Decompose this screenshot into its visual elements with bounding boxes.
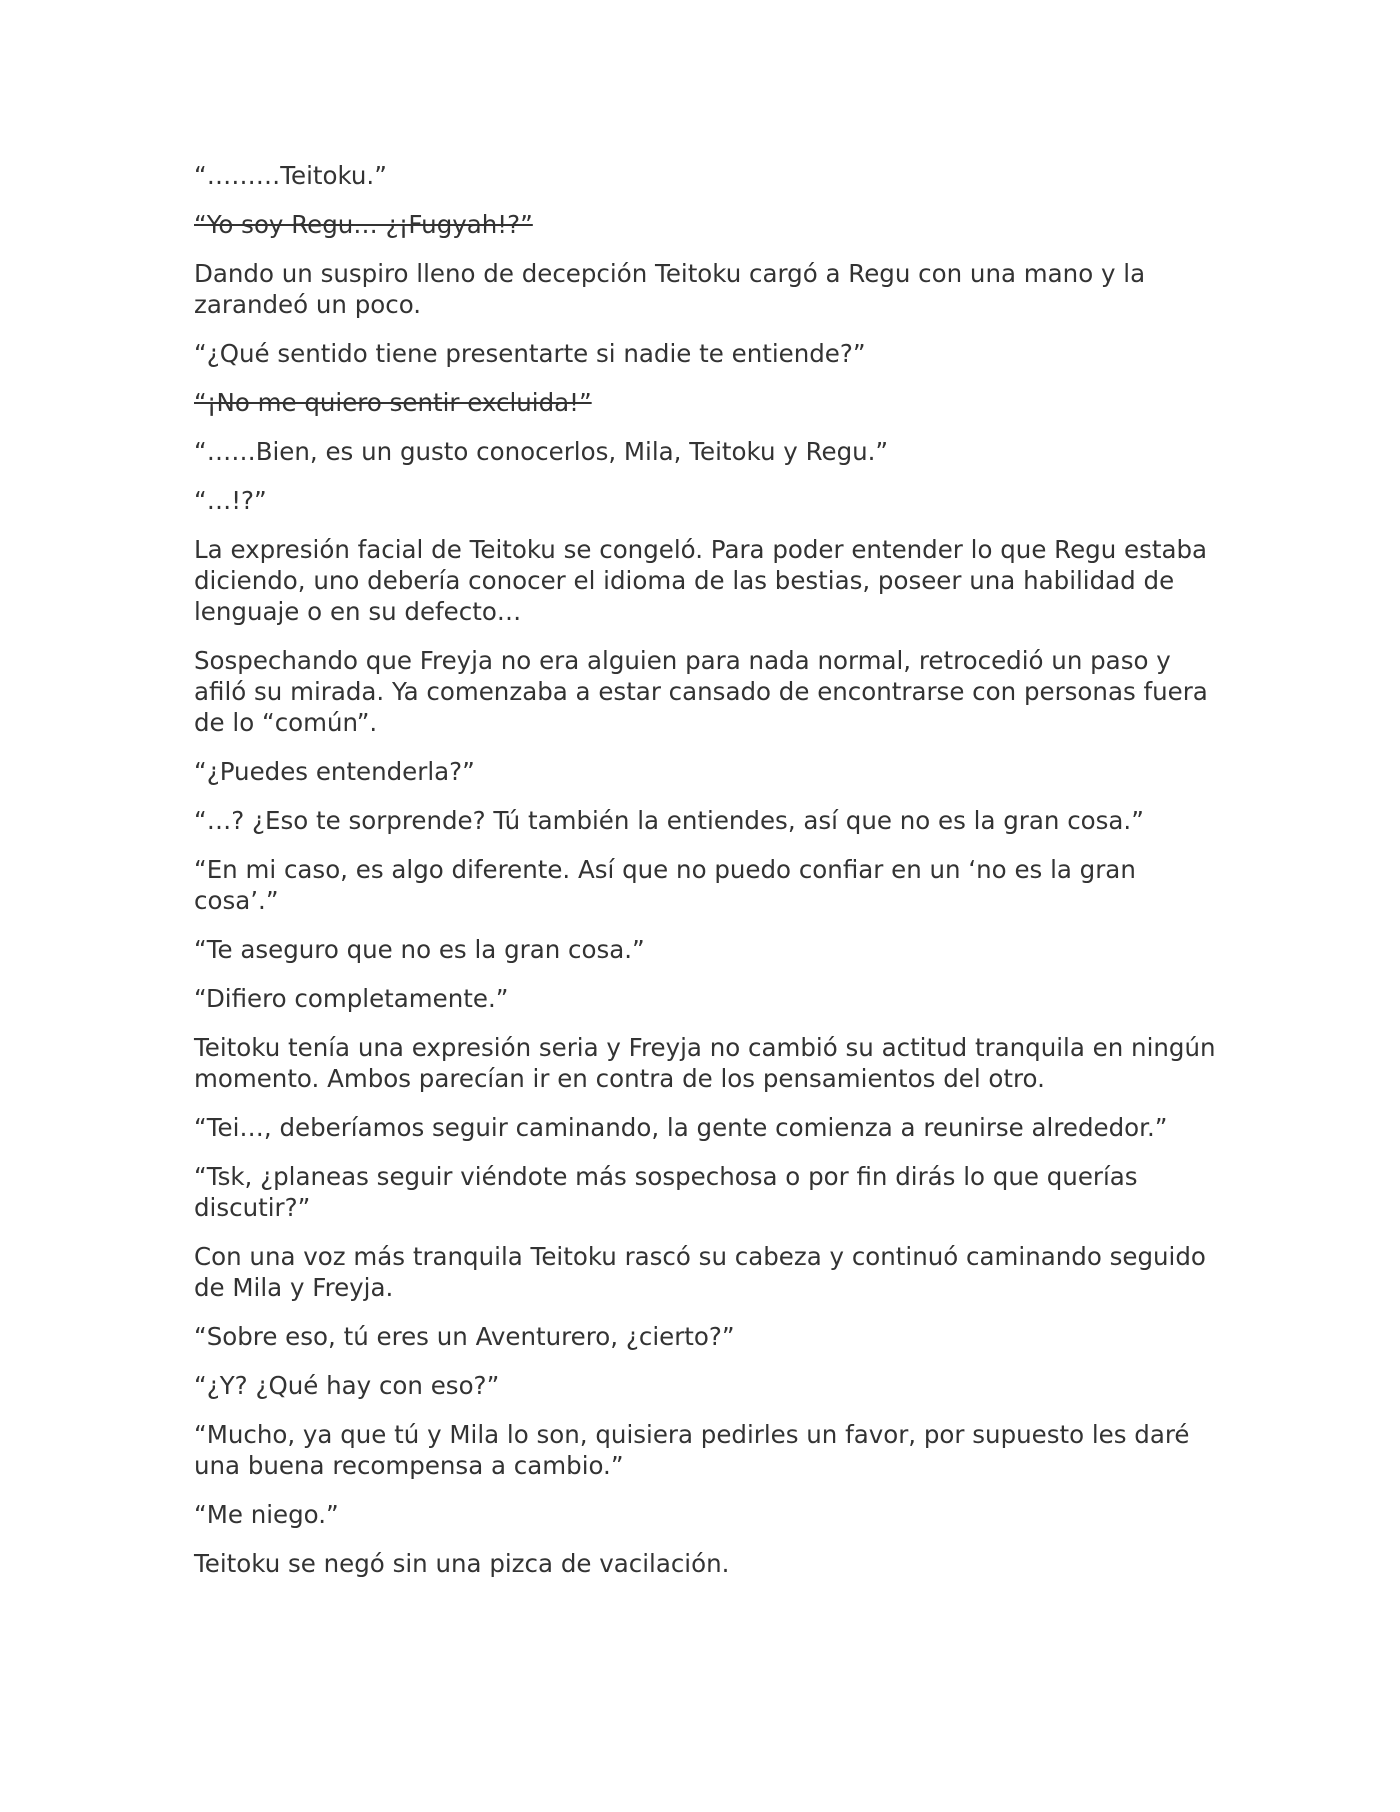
paragraph-22: “Me niego.” xyxy=(194,1500,339,1529)
paragraph-8: La expresión facial de Teitoku se congeló. Para poder entender lo que Regu estaba diciendo, uno debería conocer el idioma de las bestias, poseer una habilidad de lenguaje o en su defecto… xyxy=(194,535,1208,626)
paragraph-9: Sospechando que Freyja no era alguien para nada normal, retrocedió un paso y afiló su mirada. Ya comenzaba a estar cansado de encontrarse con personas fuera de lo “común”. xyxy=(194,646,1208,737)
paragraph-5-struck: “¡No me quiero sentir excluida!” xyxy=(194,388,592,417)
paragraph-2-struck: “Yo soy Regu… ¿¡Fugyah!?” xyxy=(194,210,533,239)
paragraph-14: “Difiero completamente.” xyxy=(194,984,509,1013)
paragraph-19: “Sobre eso, tú eres un Aventurero, ¿cierto?” xyxy=(194,1322,735,1351)
paragraph-7: “…!?” xyxy=(194,486,267,515)
paragraph-21: “Mucho, ya que tú y Mila lo son, quisiera pedirles un favor, por supuesto les daré una buena recompensa a cambio.” xyxy=(194,1420,1190,1480)
paragraph-18: Con una voz más tranquila Teitoku rascó su cabeza y continuó caminando seguido de Mila y Freyja. xyxy=(194,1242,1206,1302)
paragraph-23: Teitoku se negó sin una pizca de vacilación. xyxy=(194,1549,730,1578)
paragraph-17: “Tsk, ¿planeas seguir viéndote más sospechosa o por fin dirás lo que querías discutir?” xyxy=(194,1162,1138,1222)
document-page xyxy=(194,160,1224,1597)
paragraph-15: Teitoku tenía una expresión seria y Freyja no cambió su actitud tranquila en ningún momento. Ambos parecían ir en contra de los pensamientos del otro. xyxy=(194,1033,1216,1093)
paragraph-12: “En mi caso, es algo diferente. Así que no puedo confiar en un ‘no es la gran cosa’.” xyxy=(194,855,1136,915)
paragraph-13: “Te aseguro que no es la gran cosa.” xyxy=(194,935,645,964)
paragraph-1: “………Teitoku.” xyxy=(194,161,387,190)
paragraph-6: “……Bien, es un gusto conocerlos, Mila, Teitoku y Regu.” xyxy=(194,437,889,466)
paragraph-3: Dando un suspiro lleno de decepción Teitoku cargó a Regu con una mano y la zarandeó un poco. xyxy=(194,259,1146,319)
paragraph-20: “¿Y? ¿Qué hay con eso?” xyxy=(194,1371,500,1400)
paragraph-10: “¿Puedes entenderla?” xyxy=(194,757,475,786)
paragraph-16: “Tei…, deberíamos seguir caminando, la gente comienza a reunirse alrededor.” xyxy=(194,1113,1168,1142)
paragraph-11: “…? ¿Eso te sorprende? Tú también la entiendes, así que no es la gran cosa.” xyxy=(194,806,1144,835)
paragraph-4: “¿Qué sentido tiene presentarte si nadie te entiende?” xyxy=(194,339,866,368)
